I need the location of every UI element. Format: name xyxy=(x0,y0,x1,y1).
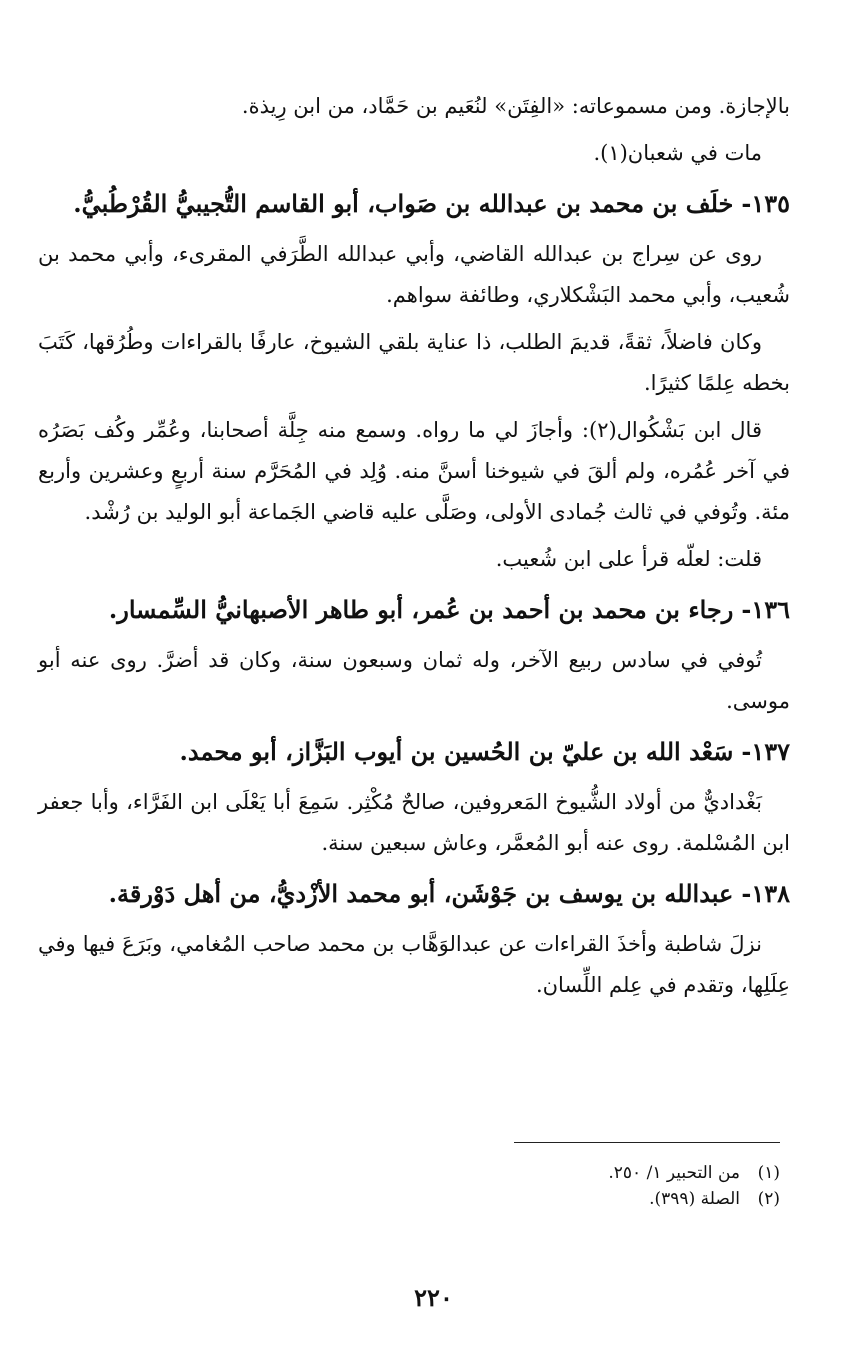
entry-title: خلَف بن محمد بن عبدالله بن صَواب، أبو القاسم التُّجيبيُّ القُرْطُبيُّ. xyxy=(73,189,734,218)
entry-title: عبدالله بن يوسف بن جَوْشَن، أبو محمد الأزْديُّ، من أهل دَوْرقة. xyxy=(108,879,734,908)
footnote-text: من التحبير ١/ ٢٥٠. xyxy=(608,1163,740,1183)
entry-heading xyxy=(38,180,790,228)
paragraph: بالإجازة. ومن مسموعاته: «الفِتَن» لنُعَيم بن حَمَّاد، من ابن رِيذة. xyxy=(241,94,790,118)
paragraph: قلت: لعلّه قرأ على ابن شُعيب. xyxy=(495,547,762,571)
footnote-text: الصلة (٣٩٩). xyxy=(649,1189,740,1209)
footnote xyxy=(300,1160,780,1186)
paragraph: تُوفي في سادس ربيع الآخر، وله ثمان وسبعون سنة، وكان قد أضرَّ. روى عنه أبو موسى. xyxy=(38,648,790,713)
main-text xyxy=(38,86,790,1012)
entry-number: ١٣٦- xyxy=(741,595,790,624)
entry-number: ١٣٨- xyxy=(741,879,790,908)
paragraph: روى عن سِراج بن عبدالله القاضي، وأبي عبدالله الطَّرَفي المقرىء، وأبي محمد بن شُعيب، وأبي محمد البَشْكلاري، وطائفة سواهم. xyxy=(38,242,790,307)
paragraph: بَغْداديٌّ من أولاد الشُّيوخ المَعروفين، صالحٌ مُكْثِر. سَمِعَ أبا يَعْلَى ابن الفَرَّاء، وأبا جعفر ابن المُسْلمة. روى عنه أبو المُعمَّر، وعاش سبعين سنة. xyxy=(38,790,790,855)
entry-title: رجاء بن محمد بن أحمد بن عُمر، أبو طاهر الأصبهانيُّ السِّمسار. xyxy=(108,595,734,624)
entry-number: ١٣٥- xyxy=(741,189,790,218)
entry-number: ١٣٧- xyxy=(741,737,790,766)
entry-heading xyxy=(38,728,790,776)
footnote-number: (١) xyxy=(757,1163,780,1183)
entry-title: سَعْد الله بن عليّ بن الحُسين بن أيوب البَزَّاز، أبو محمد. xyxy=(179,737,734,766)
footnote-divider xyxy=(514,1142,780,1143)
paragraph: نزلَ شاطبة وأخذَ القراءات عن عبدالوَهَّاب بن محمد صاحب المُغامي، وبَرَعَ فيها وفي عِلَلِها، وتقدم في عِلم اللِّسان. xyxy=(38,932,790,997)
paragraph: مات في شعبان(١). xyxy=(593,141,762,165)
paragraph: قال ابن بَشْكُوال(٢): وأجازَ لي ما رواه. وسمع منه جِلَّة أصحابنا، وعُمِّر وكُف بَصَرُه في آخر عُمُره، ولم ألقَ في شيوخنا أسنَّ منه. وُلِد في المُحَرَّم سنة أربعٍ وعشرين وأربع مئة. وتُوفي في ثالث جُمادى الأولى، وصَلَّى عليه قاضي الجَماعة أبو الوليد بن رُشْد. xyxy=(38,418,790,524)
paragraph: وكان فاضلاً، ثقةً، قديمَ الطلب، ذا عناية بلقي الشيوخ، عارفًا بالقراءات وطُرُقها، كَتَبَ بخطه عِلمًا كثيرًا. xyxy=(38,330,790,395)
entry-heading xyxy=(38,586,790,634)
entry-heading xyxy=(38,870,790,918)
footnote xyxy=(300,1186,780,1212)
footnote-number: (٢) xyxy=(757,1189,780,1209)
page-number: ٢٢٠ xyxy=(414,1283,453,1312)
footnotes xyxy=(300,1160,780,1212)
